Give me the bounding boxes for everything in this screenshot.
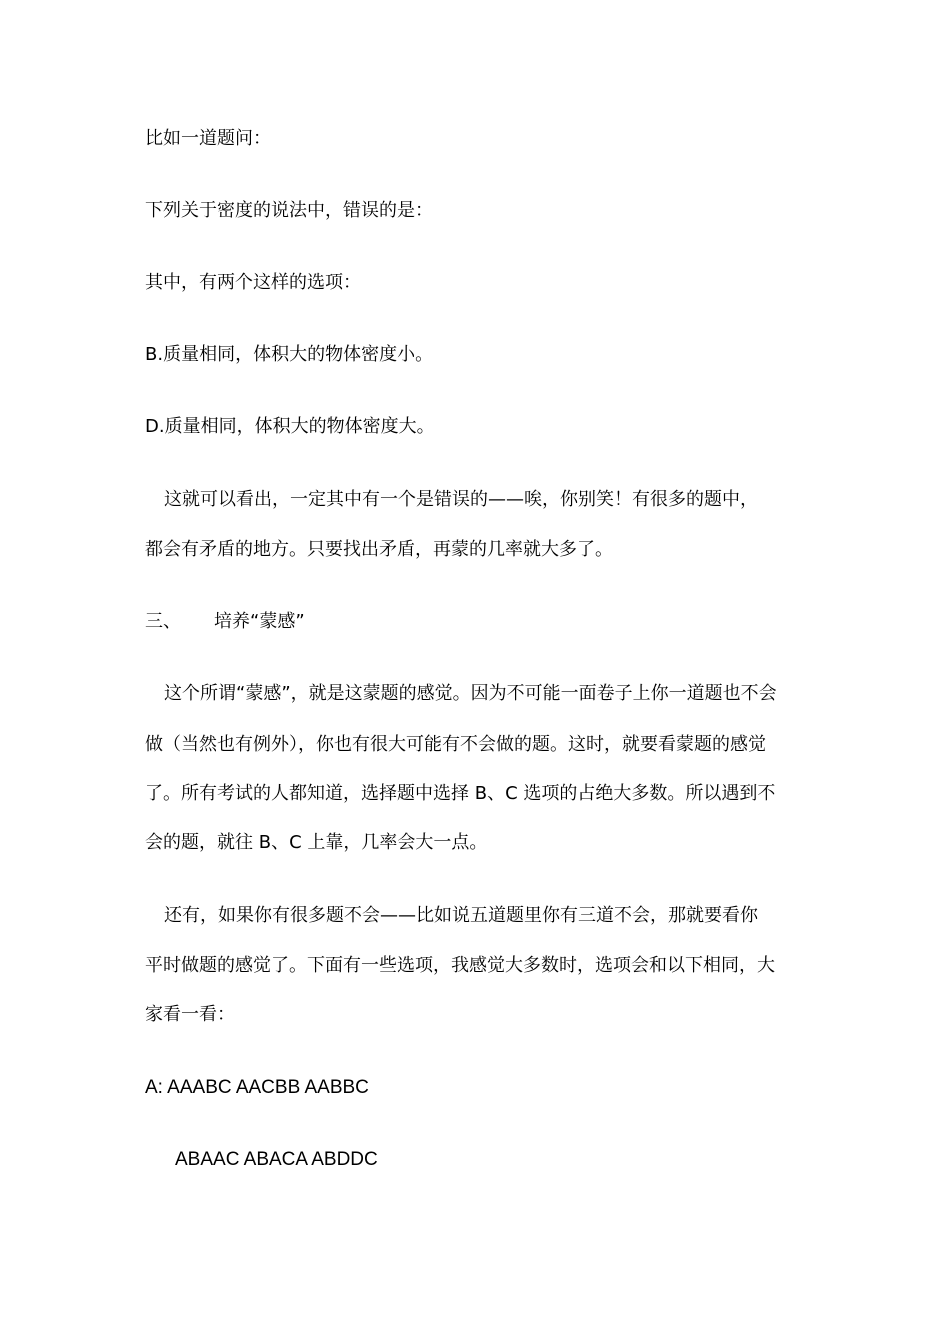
paragraph-habits-line-2: 平时做题的感觉了。下面有一些选项，我感觉大多数时，选项会和以下相同，大 [145, 955, 775, 976]
paragraph-intro: 比如一道题问： [145, 128, 271, 149]
paragraph-habits-line-3: 家看一看： [145, 1004, 235, 1025]
paragraph-feeling-line-3: 了。所有考试的人都知道，选择题中选择 B、C 选项的占绝大多数。所以遇到不 [145, 783, 776, 804]
paragraph-options-intro: 其中，有两个这样的选项： [145, 272, 361, 293]
paragraph-contradiction-line-1: 这就可以看出，一定其中有一个是错误的——唉，你别笑！有很多的题中， [164, 489, 758, 510]
paragraph-feeling-line-4: 会的题，就往 B、C 上靠，几率会大一点。 [145, 832, 488, 853]
answer-pattern-a: A: AAABC AACBB AABBC [145, 1077, 369, 1098]
section-number: 三、 [145, 611, 181, 632]
option-d: D.质量相同，体积大的物体密度大。 [145, 416, 435, 437]
answer-pattern-a-continued: ABAAC ABACA ABDDC [175, 1149, 378, 1170]
section-heading: 培养“蒙感” [214, 611, 305, 632]
paragraph-habits-line-1: 还有，如果你有很多题不会——比如说五道题里你有三道不会，那就要看你 [164, 905, 758, 926]
question-text: 下列关于密度的说法中，错误的是： [145, 200, 433, 221]
paragraph-feeling-line-1: 这个所谓“蒙感”，就是这蒙题的感觉。因为不可能一面卷子上你一道题也不会 [164, 683, 777, 704]
paragraph-contradiction-line-2: 都会有矛盾的地方。只要找出矛盾，再蒙的几率就大多了。 [145, 539, 613, 560]
paragraph-feeling-line-2: 做（当然也有例外），你也有很大可能有不会做的题。这时，就要看蒙题的感觉 [145, 734, 766, 755]
option-b: B.质量相同，体积大的物体密度小。 [145, 344, 434, 365]
